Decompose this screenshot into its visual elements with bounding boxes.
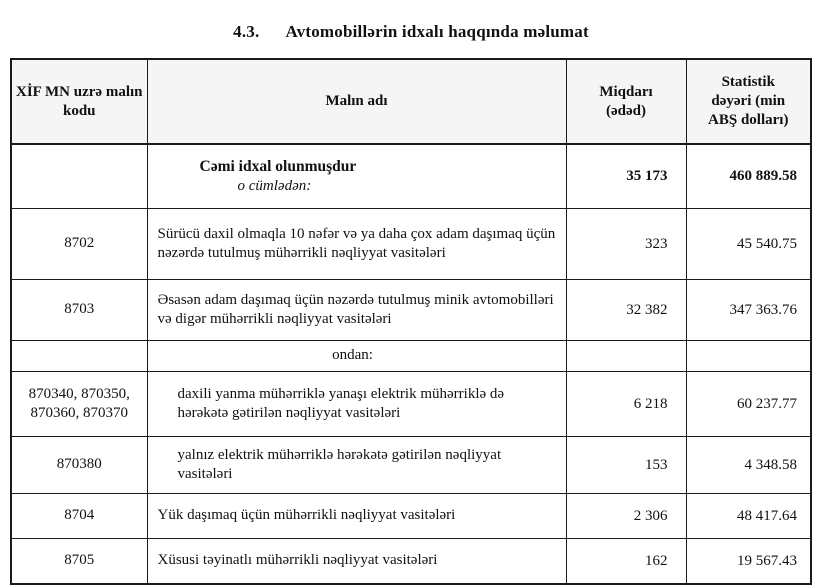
cell-name: Yük daşımaq üçün mühərrikli nəqliyyat vasitələri [147, 494, 566, 539]
cell-value: 60 237.77 [686, 372, 811, 437]
section-label: ondan: [147, 341, 566, 372]
cell-quantity: 6 218 [566, 372, 686, 437]
cell-code: 8705 [11, 539, 147, 585]
table-row-total [11, 144, 811, 209]
cell-quantity: 323 [566, 209, 686, 280]
cell-name: daxili yanma mühərriklə yanaşı elektrik mühərriklə də hərəkətə gətirilən nəqliyyat vasitələri [147, 372, 566, 437]
table-row-8705 [11, 539, 811, 585]
cell-value: 45 540.75 [686, 209, 811, 280]
table-row-section [11, 341, 811, 372]
section-title-text: Avtomobillərin idxalı haqqında məlumat [285, 22, 589, 41]
cell-value: 4 348.58 [686, 437, 811, 494]
cell-value: 347 363.76 [686, 280, 811, 341]
header-quantity-label: Miqdarı (ədəd) [599, 83, 653, 119]
header-row [11, 59, 811, 144]
import-table [10, 58, 812, 585]
cell-code: 8702 [11, 209, 147, 280]
cell-value: 19 567.43 [686, 539, 811, 585]
cell-quantity: 2 306 [566, 494, 686, 539]
table-row-8703 [11, 280, 811, 341]
cell-code [11, 144, 147, 209]
cell-name: yalnız elektrik mühərriklə hərəkətə gətirilən nəqliyyat vasitələri [147, 437, 566, 494]
table-row-870340 [11, 372, 811, 437]
cell-value: 48 417.64 [686, 494, 811, 539]
cell-quantity: 32 382 [566, 280, 686, 341]
page-title [0, 0, 822, 42]
cell-name [147, 144, 566, 209]
cell-quantity: 162 [566, 539, 686, 585]
cell-quantity [566, 341, 686, 372]
table-row-8704 [11, 494, 811, 539]
header-cell-quantity [566, 59, 686, 144]
header-cell-code: XİF MN uzrə malın kodu [11, 59, 147, 144]
cell-code: 870380 [11, 437, 147, 494]
total-sublabel: o cümlədən: [237, 177, 312, 194]
table-row-870380 [11, 437, 811, 494]
cell-value: 460 889.58 [686, 144, 811, 209]
header-cell-value [686, 59, 811, 144]
cell-code: 8703 [11, 280, 147, 341]
cell-code [11, 341, 147, 372]
cell-quantity: 35 173 [566, 144, 686, 209]
table-header [11, 59, 811, 144]
cell-code: 870340, 870350, 870360, 870370 [11, 372, 147, 437]
cell-code: 8704 [11, 494, 147, 539]
table-body [11, 144, 811, 584]
cell-quantity: 153 [566, 437, 686, 494]
total-label: Cəmi idxal olunmuşdur [199, 157, 357, 175]
section-number: 4.3. [233, 22, 260, 41]
header-value-label: Statistik dəyəri (min ABŞ dolları) [708, 74, 789, 128]
table-row-8702 [11, 209, 811, 280]
cell-name: Sürücü daxil olmaqla 10 nəfər və ya daha çox adam daşımaq üçün nəzərdə tutulmuş mühərrikli nəqliyyat vasitələri [147, 209, 566, 280]
cell-name: Əsasən adam daşımaq üçün nəzərdə tutulmuş minik avtomobilləri və digər mühərrikli nəqliyyat vasitələri [147, 280, 566, 341]
header-cell-name: Malın adı [147, 59, 566, 144]
cell-name: Xüsusi təyinatlı mühərrikli nəqliyyat vasitələri [147, 539, 566, 585]
cell-value [686, 341, 811, 372]
